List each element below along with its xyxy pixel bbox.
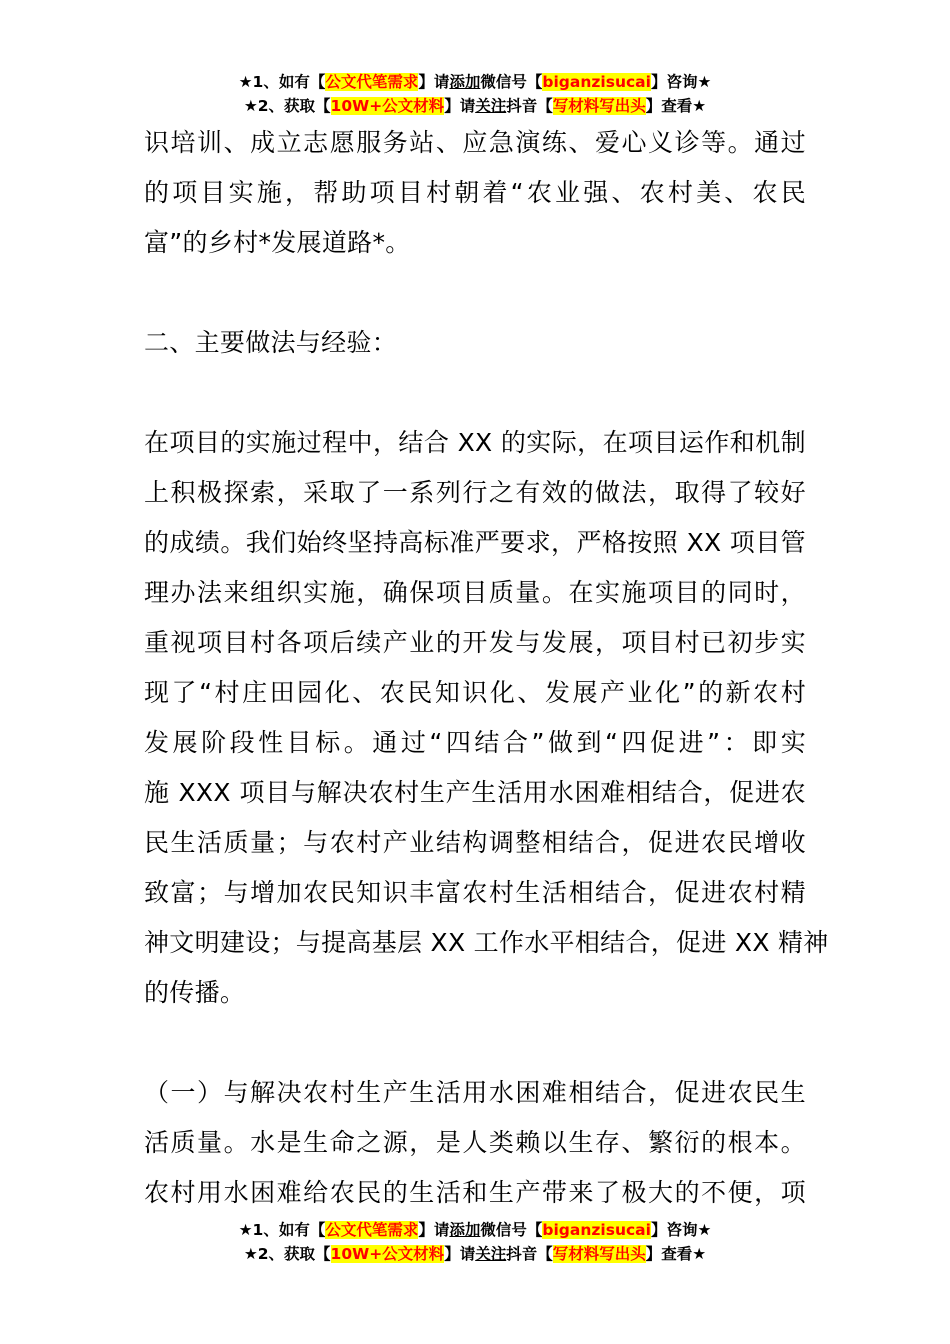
banner-text: 】请 [418, 1221, 450, 1239]
text-line: 施 XXX 项目与解决农村生产生活用水困难相结合，促进农 [144, 778, 806, 807]
text-line: 的项目实施，帮助项目村朝着“农业强、农村美、农民 [144, 178, 806, 207]
text-line: 致富；与增加农民知识丰富农村生活相结合，促进农村精 [144, 878, 806, 907]
paragraph-spacer [144, 368, 806, 418]
text-line: 的传播。 [144, 978, 246, 1007]
text-line: 识培训、成立志愿服务站、应急演练、爱心义诊等。通过 [144, 128, 806, 157]
banner-highlight-wechat-id: biganzisucai [542, 1221, 651, 1239]
heading-text: 二、主要做法与经验： [144, 328, 398, 357]
banner-highlight-service: 公文代笔需求 [325, 1221, 419, 1239]
banner-text: 】请 [444, 1245, 476, 1263]
banner-text: ★2、获取【 [243, 97, 331, 115]
text-line: （一）与解决农村生产生活用水困难相结合，促进农民生 [144, 1078, 806, 1107]
paragraph-water-section [144, 1068, 806, 1218]
banner-emphasis: 添加 [449, 73, 481, 91]
text-line: 的成绩。我们始终坚持高标准严要求，严格按照 XX 项目管 [144, 528, 806, 557]
document-body [144, 118, 829, 1218]
text-line: 农村用水困难给农民的生活和生产带来了极大的不便，项 [144, 1178, 806, 1207]
section-heading [144, 318, 806, 368]
text-line: 上积极探索，采取了一系列行之有效的做法，取得了较好 [144, 478, 806, 507]
text-line: 在项目的实施过程中，结合 XX 的实际，在项目运作和机制 [144, 428, 806, 457]
banner-highlight-service: 公文代笔需求 [325, 73, 419, 91]
header-banner [0, 70, 950, 118]
banner-text: 】查看★ [645, 1245, 707, 1263]
footer-banner-line-2 [0, 1242, 950, 1266]
banner-text: ★1、如有【 [238, 73, 326, 91]
text-line: 神文明建设；与提高基层 XX 工作水平相结合，促进 XX 精神 [144, 928, 829, 957]
banner-text: 抖音【 [506, 97, 553, 115]
text-line: 理办法来组织实施，确保项目质量。在实施项目的同时， [144, 578, 806, 607]
banner-text: 微信号【 [480, 73, 543, 91]
banner-highlight-douyin-account: 写材料写出头 [552, 97, 646, 115]
banner-emphasis: 关注 [475, 1245, 507, 1263]
text-line: 民生活质量；与农村产业结构调整相结合，促进农民增收 [144, 828, 806, 857]
paragraph-spacer [144, 268, 806, 318]
banner-highlight-wechat-id: biganzisucai [542, 73, 651, 91]
paragraph-practices [144, 418, 829, 1018]
header-banner-line-1 [0, 70, 950, 94]
text-line: 发展阶段性目标。通过“四结合”做到“四促进”：即实 [144, 728, 806, 757]
banner-text: 】查看★ [645, 97, 707, 115]
text-line: 富”的乡村*发展道路*。 [144, 228, 411, 257]
banner-highlight-douyin-account: 写材料写出头 [552, 1245, 646, 1263]
text-line: 现了“村庄田园化、农民知识化、发展产业化”的新农村 [144, 678, 806, 707]
footer-banner [0, 1218, 950, 1266]
banner-text: ★1、如有【 [238, 1221, 326, 1239]
banner-text: 微信号【 [480, 1221, 543, 1239]
banner-text: ★2、获取【 [243, 1245, 331, 1263]
header-banner-line-2 [0, 94, 950, 118]
banner-text: 】咨询★ [650, 1221, 712, 1239]
banner-emphasis: 添加 [449, 1221, 481, 1239]
footer-banner-line-1 [0, 1218, 950, 1242]
banner-text: 抖音【 [506, 1245, 553, 1263]
paragraph-spacer [144, 1018, 806, 1068]
banner-highlight-materials: 10W+公文材料 [330, 97, 445, 115]
text-line: 重视项目村各项后续产业的开发与发展，项目村已初步实 [144, 628, 806, 657]
banner-text: 】请 [444, 97, 476, 115]
paragraph-intro-continuation [144, 118, 806, 268]
text-line: 活质量。水是生命之源，是人类赖以生存、繁衍的根本。 [144, 1128, 806, 1157]
banner-emphasis: 关注 [475, 97, 507, 115]
banner-text: 】请 [418, 73, 450, 91]
banner-highlight-materials: 10W+公文材料 [330, 1245, 445, 1263]
banner-text: 】咨询★ [650, 73, 712, 91]
